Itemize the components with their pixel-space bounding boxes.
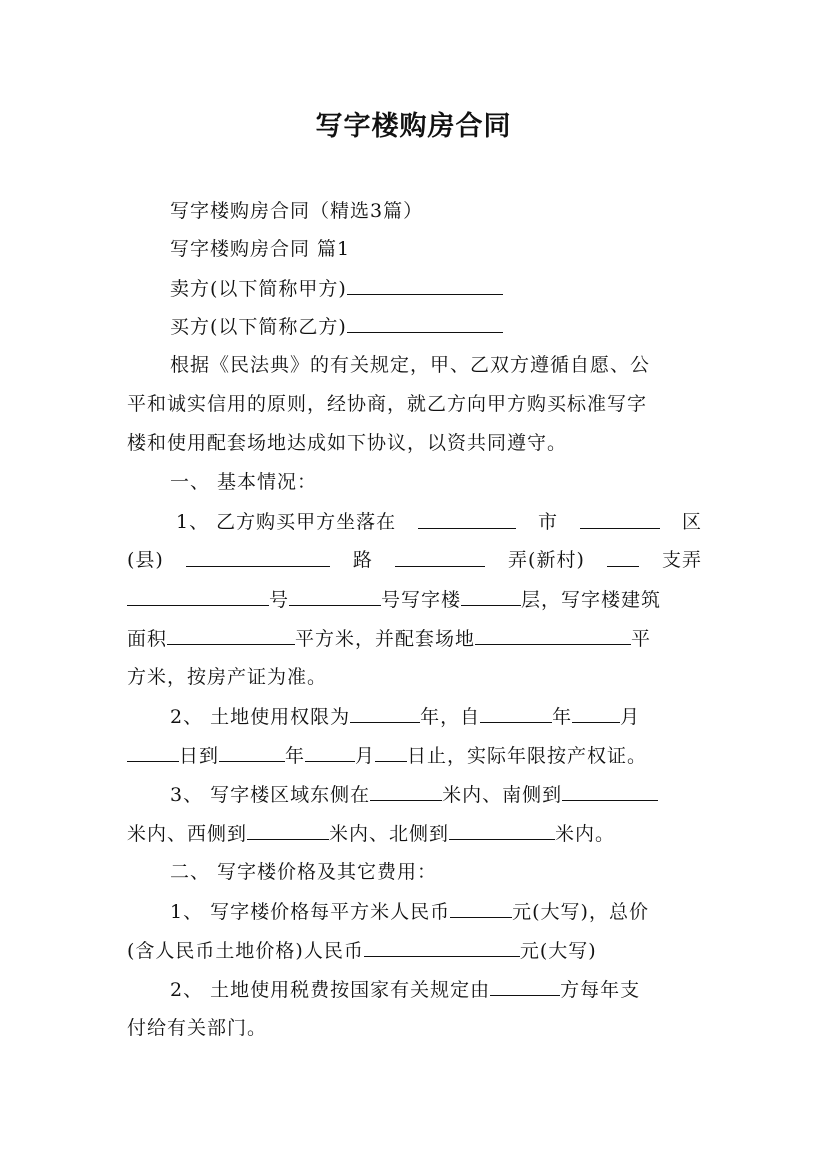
buyer-line [170,314,707,339]
clause-1-2-line-1: 2、 土地使用权限为 年，自 年 月 [170,706,641,728]
section-1-heading: 一、 基本情况： [170,471,318,493]
section-2-heading: 二、 写字楼价格及其它费用： [170,861,438,883]
buyer-label: 买方(以下简称乙方) [170,316,347,338]
intro-line-3: 楼和使用配套场地达成如下协议，以资共同遵守。 [127,432,568,454]
clause-2-2-line-1: 2、 土地使用税费按国家有关规定由 方每年支 [170,979,641,1001]
seller-blank [347,276,503,295]
intro-line-2: 平和诚实信用的原则，经协商，就乙方向甲方购买标准写字 [127,393,648,415]
buyer-blank [347,314,503,333]
clause-1-3-line-2: 米内、西侧到 米内、北侧到 米内。 [127,823,616,845]
clause-2-1-line-1: 1、 写字楼价格每平方米人民币 元(大写)，总价 [170,901,649,923]
seller-line [170,276,707,301]
clause-1-1-line-5: 方米，按房产证为准。 [127,666,328,688]
clause-1-1-line-4: 面积 平方米，并配套场地 平 [127,628,652,650]
clause-1-2-line-2: 日到 年 月 日止，实际年限按产权证。 [127,743,707,768]
clause-2-1-line-2: (含人民币土地价格)人民币 元(大写) [127,940,597,962]
intro-line-1: 根据《民法典》的有关规定，甲、乙双方遵循自愿、公 [170,354,651,376]
page-title: 写字楼购房合同 [315,111,512,142]
subtitle: 写字楼购房合同（精选3篇） [170,200,424,222]
part-heading: 写字楼购房合同 篇1 [170,238,351,260]
clause-2-2-line-2: 付给有关部门。 [127,1017,268,1039]
clause-1-1-line-3: 号 号写字楼 层，写字楼建筑 [127,587,702,612]
clause-1-1-line-1: 1、 乙方购买甲方坐落在 市 区 [176,511,702,533]
clause-1-3-line-1: 3、 写字楼区域东侧在 米内、南侧到 [170,782,707,807]
clause-1-1-line-2: (县) 路 弄(新村) 支弄 [127,549,702,571]
seller-label: 卖方(以下简称甲方) [170,278,347,300]
